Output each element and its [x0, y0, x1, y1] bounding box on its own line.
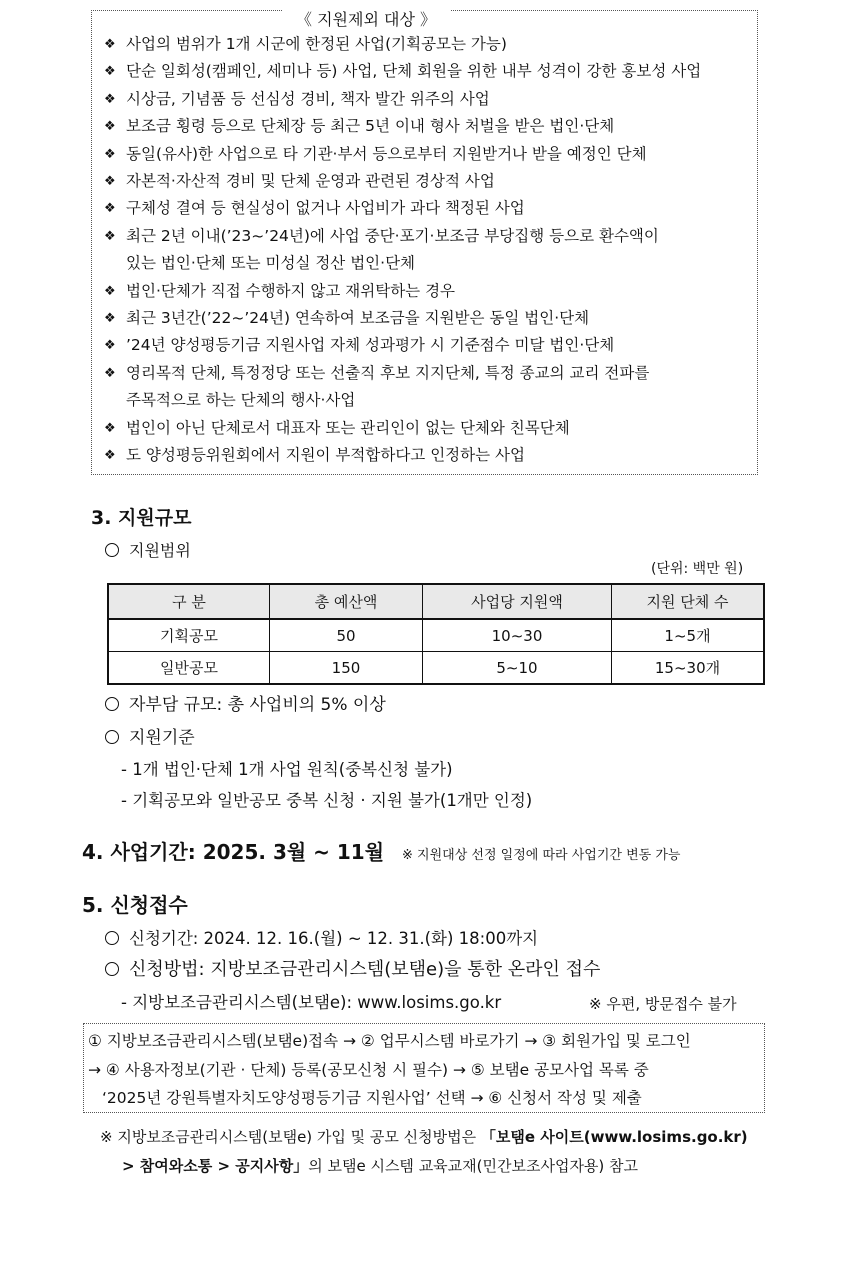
circle-bullet-icon	[105, 730, 119, 744]
diamond-bullet-icon: ❖	[104, 228, 116, 244]
exclusion-item-text: 단순 일회성(캠페인, 세미나 등) 사업, 단체 회원을 위한 내부 성격이 강한 홍보성 사업	[126, 62, 702, 81]
diamond-bullet-icon: ❖	[104, 365, 116, 381]
table-header: 구 분	[108, 584, 270, 619]
exclusion-item-text: 구체성 결여 등 현실성이 없거나 사업비가 과다 책정된 사업	[126, 199, 525, 218]
exclusion-item-text: ’24년 양성평등기금 지원사업 자체 성과평가 시 기준점수 미달 법인·단체	[126, 336, 615, 355]
application-method: 신청방법: 지방보조금관리시스템(보탬e)을 통한 온라인 접수	[105, 959, 600, 981]
section4-heading: 4. 사업기간: 2025. 3월 ~ 11월 ※ 지원대상 선정 일정에 따라 사업기간 변동 가능	[82, 840, 681, 864]
exclusion-item-text: 보조금 횡령 등으로 단체장 등 최근 5년 이내 형사 처벌을 받은 법인·단체	[126, 117, 615, 136]
diamond-bullet-icon: ❖	[104, 146, 116, 162]
exclusion-item	[104, 58, 754, 85]
table-cell: 15~30개	[612, 652, 765, 685]
exclusion-item	[104, 305, 754, 332]
exclusion-item	[104, 415, 754, 442]
table-header: 총 예산액	[270, 584, 423, 619]
system-url-line: - 지방보조금관리시스템(보탬e): www.losims.go.kr	[121, 993, 502, 1012]
exclusion-item-text: 영리목적 단체, 특정정당 또는 선출직 후보 지지단체, 특정 종교의 교리 전파를	[126, 363, 650, 382]
exclusion-item-text: 동일(유사)한 사업으로 타 기관·부서 등으로부터 지원받거나 받을 예정인 단체	[126, 144, 647, 163]
table-cell: 일반공모	[108, 652, 270, 685]
period-note: ※ 지원대상 선정 일정에 따라 사업기간 변동 가능	[402, 848, 681, 863]
criteria-label: 지원기준	[105, 727, 195, 749]
exclusion-item-text: 법인·단체가 직접 수행하지 않고 재위탁하는 경우	[126, 281, 456, 300]
table-header: 지원 단체 수	[612, 584, 765, 619]
exclusion-item	[104, 195, 754, 222]
reference-note: ※ 지방보조금관리시스템(보탬e) 가입 및 공모 신청방법은 「보탬e 사이트(www.losims.go.kr)	[100, 1128, 748, 1146]
table-header-row	[108, 584, 764, 619]
diamond-bullet-icon: ❖	[104, 448, 116, 464]
exclusion-item-text: 최근 2년 이내(’23~’24년)에 사업 중단·포기·보조금 부당집행 등으로 환수액이	[126, 226, 659, 245]
exclusion-box	[91, 10, 758, 475]
exclusion-item-text: 주목적으로 하는 단체의 행사·사업	[126, 391, 356, 410]
diamond-bullet-icon: ❖	[104, 37, 116, 52]
exclusion-item-text: 최근 3년간(’22~’24년) 연속하여 보조금을 지원받은 동일 법인·단체	[126, 309, 590, 328]
exclusion-item	[104, 168, 754, 195]
criteria-item: - 기획공모와 일반공모 중복 신청 · 지원 불가(1개만 인정)	[121, 791, 533, 810]
exclusion-item-text: 법인이 아닌 단체로서 대표자 또는 관리인이 없는 단체와 친목단체	[126, 418, 570, 437]
process-box	[83, 1023, 765, 1113]
exclusion-item	[104, 141, 754, 168]
exclusion-item-text: 자본적·자산적 경비 및 단체 운영과 관련된 경상적 사업	[126, 172, 495, 191]
table-cell: 기획공모	[108, 619, 270, 652]
table-cell: 10∼30	[423, 619, 612, 652]
diamond-bullet-icon: ❖	[104, 420, 116, 436]
section5-heading: 5. 신청접수	[82, 893, 188, 917]
self-burden-item: 자부담 규모: 총 사업비의 5% 이상	[105, 694, 386, 716]
circle-bullet-icon	[105, 962, 119, 976]
circle-bullet-icon	[105, 931, 119, 945]
exclusion-list	[104, 31, 754, 470]
process-line: ‘2025년 강원특별자치도양성평등기금 지원사업’ 선택 → ⑥ 신청서 작성 및 제출	[102, 1089, 642, 1107]
exclusion-item	[104, 31, 754, 58]
exclusion-item	[104, 113, 754, 140]
exclusion-item	[104, 278, 754, 305]
diamond-bullet-icon: ❖	[104, 64, 116, 80]
diamond-bullet-icon: ❖	[104, 91, 116, 107]
table-cell: 1~5개	[612, 619, 765, 652]
application-period: 신청기간: 2024. 12. 16.(월) ~ 12. 31.(화) 18:00까지	[105, 928, 538, 950]
diamond-bullet-icon: ❖	[104, 174, 116, 190]
diamond-bullet-icon: ❖	[104, 283, 116, 299]
section3-heading: 3. 지원규모	[91, 507, 192, 529]
unit-note: (단위: 백만 원)	[651, 561, 744, 577]
exclusion-item	[104, 360, 754, 415]
circle-bullet-icon	[105, 543, 119, 557]
diamond-bullet-icon: ❖	[104, 119, 116, 135]
circle-bullet-icon	[105, 697, 119, 711]
diamond-bullet-icon: ❖	[104, 201, 116, 217]
exclusion-item	[104, 223, 754, 278]
exclusion-item-text: 시상금, 기념품 등 선심성 경비, 책자 발간 위주의 사업	[126, 89, 490, 108]
table-cell: 5∼10	[423, 652, 612, 685]
reference-note-cont: > 참여와소통 > 공지사항」의 보탬e 시스템 교육교재(민간보조사업자용) 참고	[122, 1157, 639, 1175]
exclusion-item-text: 있는 법인·단체 또는 미성실 정산 법인·단체	[126, 254, 416, 273]
exclusion-item	[104, 332, 754, 359]
exclusion-item	[104, 442, 754, 469]
exclusion-item-text: 사업의 범위가 1개 시군에 한정된 사업(기획공모는 가능)	[126, 35, 507, 53]
exclusion-item-text: 도 양성평등위원회에서 지원이 부적합하다고 인정하는 사업	[126, 446, 525, 465]
table-cell: 50	[270, 619, 423, 652]
diamond-bullet-icon: ❖	[104, 311, 116, 327]
table-cell: 150	[270, 652, 423, 685]
process-line: ① 지방보조금관리시스템(보탬e)접속 → ② 업무시스템 바로가기 → ③ 회원가입 및 로그인	[88, 1032, 691, 1050]
diamond-bullet-icon: ❖	[104, 338, 116, 354]
no-mail-note: ※ 우편, 방문접수 불가	[589, 995, 737, 1013]
support-range-label: 지원범위	[105, 540, 191, 562]
criteria-item: - 1개 법인·단체 1개 사업 원칙(중복신청 불가)	[121, 760, 453, 779]
support-scale-table	[107, 583, 765, 685]
table-header: 사업당 지원액	[423, 584, 612, 619]
process-line: → ④ 사용자정보(기관 · 단체) 등록(공모신청 시 필수) → ⑤ 보탬e 공모사업 목록 중	[88, 1060, 649, 1079]
exclusion-title: 《 지원제외 대상 》	[282, 9, 450, 31]
table-row	[108, 652, 764, 685]
exclusion-item	[104, 86, 754, 113]
table-row	[108, 619, 764, 652]
